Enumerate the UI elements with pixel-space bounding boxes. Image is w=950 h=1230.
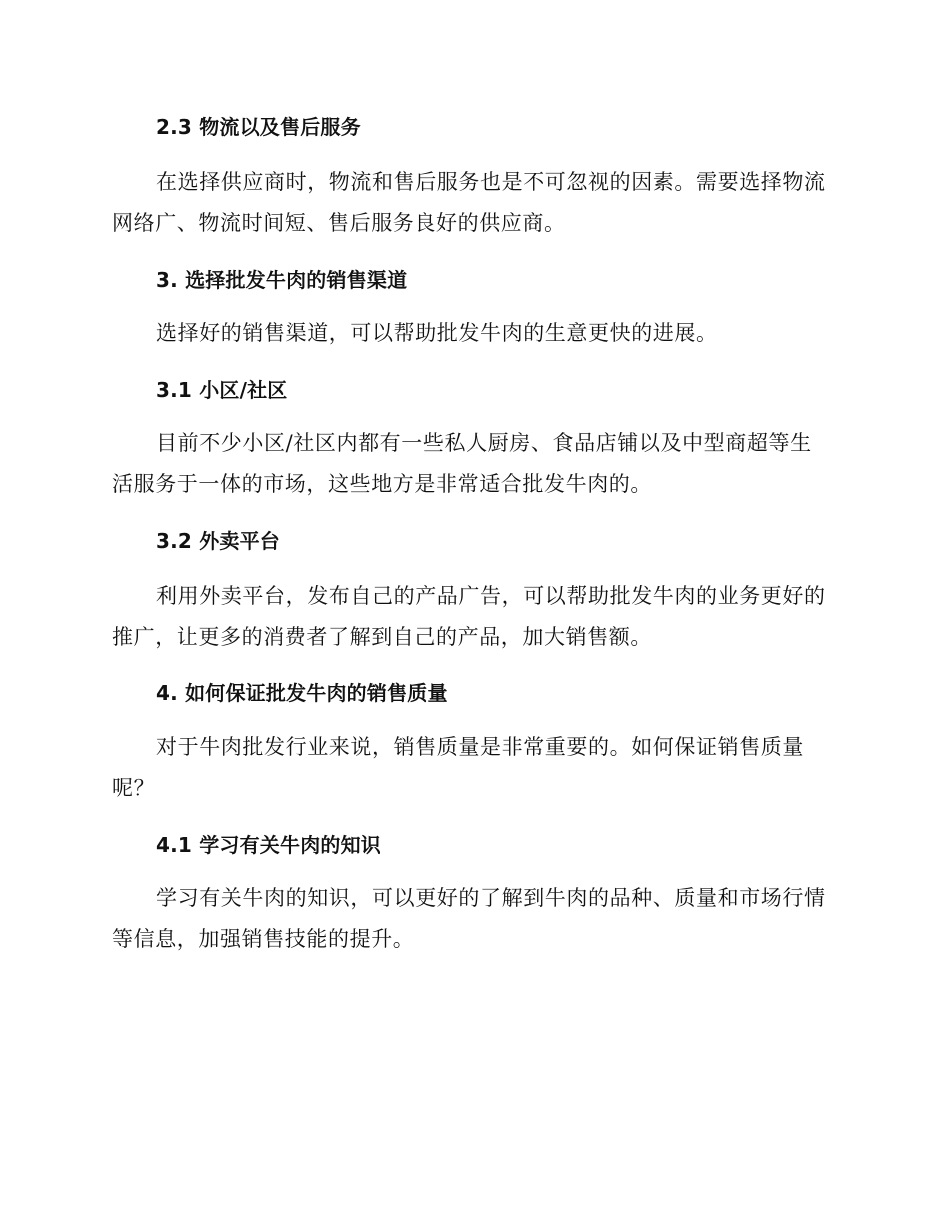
section-paragraph-4-1: 学习有关牛肉的知识，可以更好的了解到牛肉的品种、质量和市场行情等信息，加强销售技能的提升。 <box>112 886 826 951</box>
section-paragraph-3-1: 目前不少小区/社区内都有一些私人厨房、食品店铺以及中型商超等生活服务于一体的市场，这些地方是非常适合批发牛肉的。 <box>112 431 812 496</box>
section-heading-3: 3. 选择批发牛肉的销售渠道 <box>156 268 408 292</box>
section-heading-3-1: 3.1 小区/社区 <box>156 378 288 402</box>
section-heading-4: 4. 如何保证批发牛肉的销售质量 <box>156 681 448 705</box>
section-paragraph-2-3: 在选择供应商时，物流和售后服务也是不可忽视的因素。需要选择物流网络广、物流时间短、售后服务良好的供应商。 <box>112 170 826 235</box>
section-paragraph-3-2: 利用外卖平台，发布自己的产品广告，可以帮助批发牛肉的业务更好的推广，让更多的消费者了解到自己的产品，加大销售额。 <box>112 584 826 649</box>
section-heading-2-3: 2.3 物流以及售后服务 <box>156 115 361 139</box>
section-heading-4-1: 4.1 学习有关牛肉的知识 <box>156 833 381 857</box>
section-paragraph-3: 选择好的销售渠道，可以帮助批发牛肉的生意更快的进展。 <box>156 321 718 345</box>
section-paragraph-4: 对于牛肉批发行业来说，销售质量是非常重要的。如何保证销售质量呢？ <box>112 735 804 800</box>
section-heading-3-2: 3.2 外卖平台 <box>156 529 280 553</box>
